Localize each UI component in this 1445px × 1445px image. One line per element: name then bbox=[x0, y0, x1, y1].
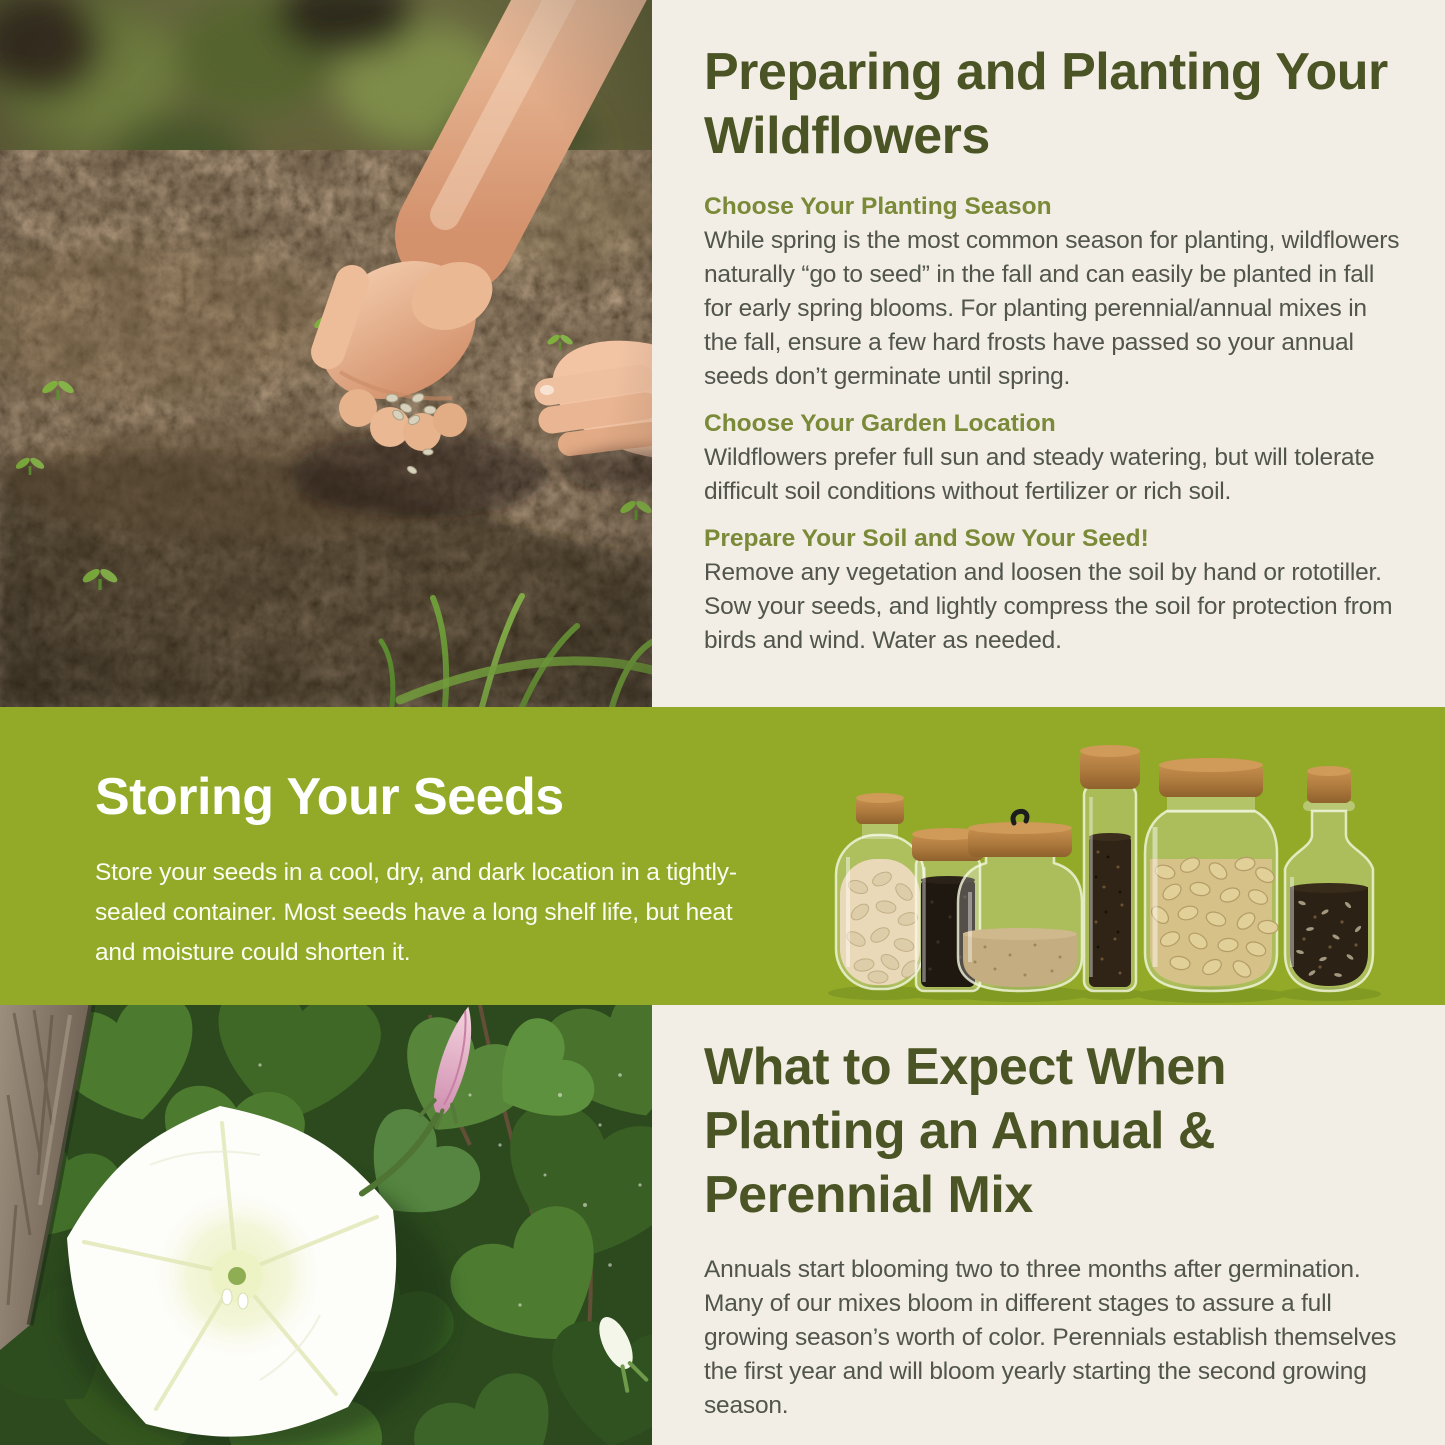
seed-jars-photo bbox=[820, 707, 1445, 1005]
jar-tall-tube bbox=[1080, 745, 1140, 991]
garden-location-item bbox=[704, 407, 1405, 509]
garden-location-body: Wildflowers prefer full sun and steady watering, but will tolerate difficult soil conditions without fertilizer or rich soil. bbox=[704, 444, 1375, 505]
storing-title: Storing Your Seeds bbox=[95, 768, 564, 826]
expect-body: Annuals start blooming two to three months after germination. Many of our mixes bloom in different stages to assure a full growing season’s worth of color. Perennials establish themselves the first year and will bloom yearly starting the second growing season. bbox=[704, 1256, 1397, 1419]
planting-season-item bbox=[704, 190, 1405, 394]
expect-title: What to Expect When Planting an Annual & Perennial Mix bbox=[704, 1038, 1227, 1224]
expect-section bbox=[652, 1005, 1445, 1445]
jar-pumpkin-seeds bbox=[1145, 758, 1279, 991]
garden-location-heading: Choose Your Garden Location bbox=[704, 410, 1056, 437]
storing-body: Store your seeds in a cool, dry, and dark location in a tightly-sealed container. Most seeds have a long shelf life, but heat and moisture could shorten it. bbox=[95, 859, 737, 966]
prepare-soil-body: Remove any vegetation and loosen the soil by hand or rototiller. Sow your seeds, and lightly compress the soil for protection from birds and wind. Water as needed. bbox=[704, 559, 1393, 654]
preparing-title: Preparing and Planting Your Wildflowers bbox=[704, 43, 1388, 165]
storing-text bbox=[95, 765, 740, 973]
jar-seed-blend bbox=[1285, 766, 1373, 991]
planting-season-body: While spring is the most common season for planting, wildflowers naturally “go to seed” in the fall and can easily be planted in fall for early spring blooms. For planting perennial/annual mixes in the fall, ensure a few hard frosts have passed so your annual seeds don’t germinate until spring. bbox=[704, 227, 1400, 390]
storing-section bbox=[0, 707, 1445, 1005]
prepare-soil-heading: Prepare Your Soil and Sow Your Seed! bbox=[704, 525, 1149, 552]
planting-season-heading: Choose Your Planting Season bbox=[704, 193, 1052, 220]
prepare-soil-item bbox=[704, 522, 1405, 658]
preparing-section bbox=[652, 0, 1445, 707]
moonflower-photo bbox=[0, 1005, 652, 1445]
jar-beans bbox=[836, 793, 924, 989]
sowing-seeds-photo bbox=[0, 0, 652, 707]
jar-tan-seeds bbox=[958, 811, 1082, 991]
